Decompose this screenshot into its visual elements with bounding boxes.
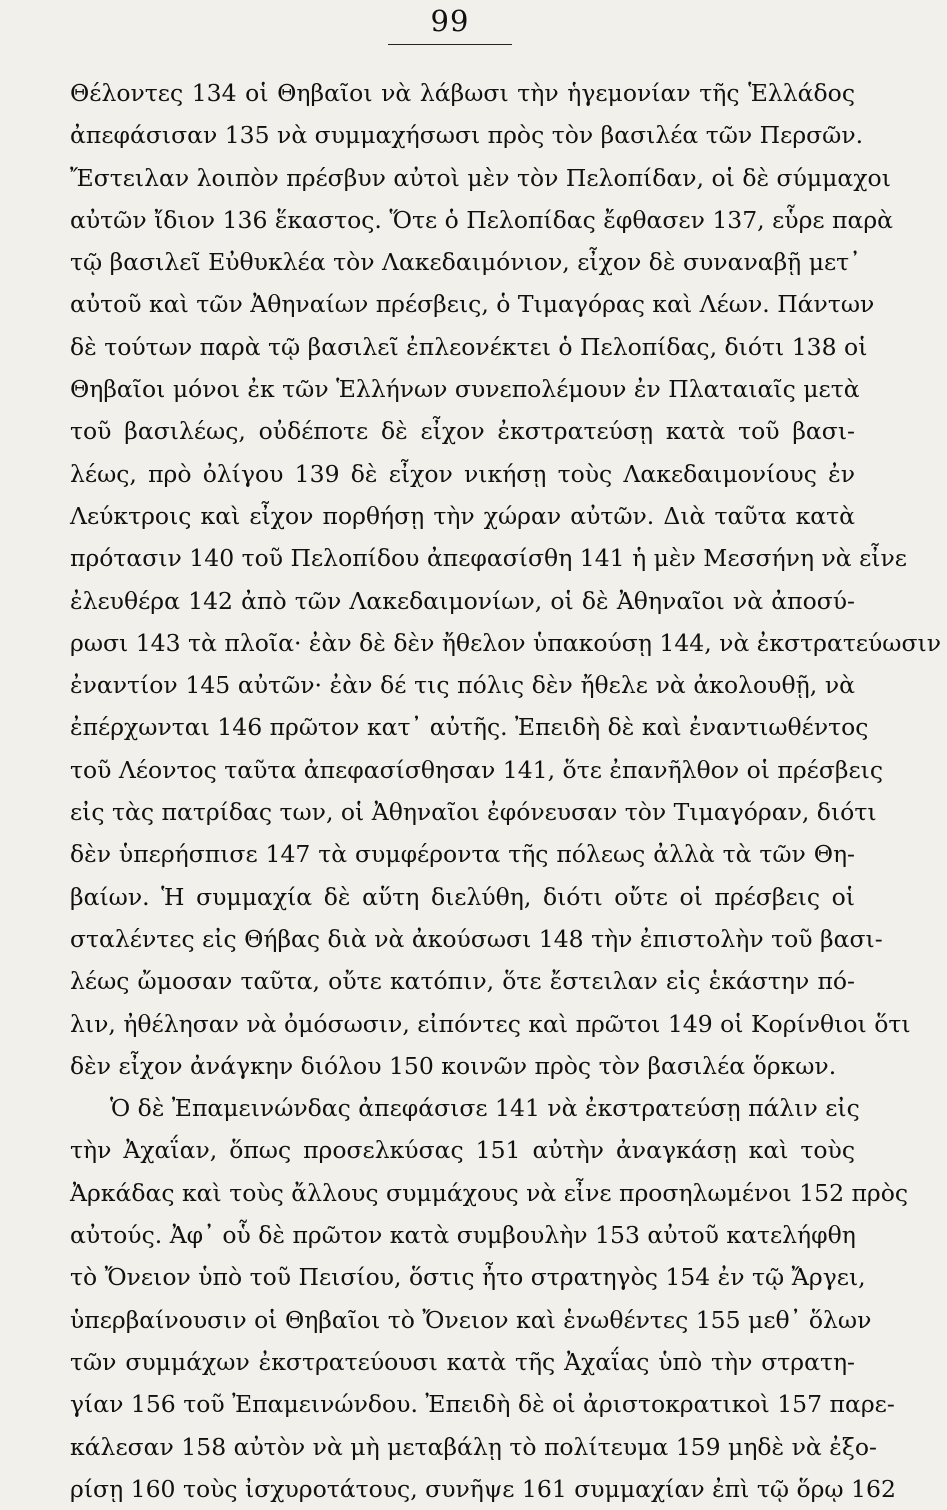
text-line: Ὁ δὲ Ἐπαμεινώνδας ἀπεφάσισε 141 νὰ ἐκστρατεύσῃ πάλιν εἰς bbox=[110, 1094, 860, 1123]
text-line: Θηβαῖοι μόνοι ἐκ τῶν Ἑλλήνων συνεπολέμουν ἐν Πλαταιαῖς μετὰ bbox=[70, 375, 860, 404]
text-line: ὑπερβαίνουσιν οἱ Θηβαῖοι τὸ Ὄνειον καὶ ἑνωθέντες 155 μεθ᾽ ὅλων bbox=[70, 1305, 872, 1334]
text-line: τῶν συμμάχων ἐκστρατεύουσι κατὰ τῆς Ἀχαΐας ὑπὸ τὴν στρατη- bbox=[70, 1347, 855, 1376]
text-line: δὲν ὑπερήσπισε 147 τὰ συμφέροντα τῆς πόλεως ἀλλὰ τὰ τῶν Θη- bbox=[70, 840, 855, 869]
text-line: ρίσῃ 160 τοὺς ἰσχυροτάτους, συνῆψε 161 συμμαχίαν ἐπὶ τῷ ὅρῳ 162 bbox=[70, 1474, 896, 1503]
page-number: 99 bbox=[430, 4, 470, 38]
text-line: ἐναντίον 145 αὐτῶν· ἐὰν δέ τις πόλις δὲν ἤθελε νὰ ἀκολουθῇ, νὰ bbox=[70, 671, 855, 700]
text-line: σταλέντες εἰς Θήβας διὰ νὰ ἀκούσωσι 148 τὴν ἐπιστολὴν τοῦ βασι- bbox=[70, 924, 883, 953]
text-line: τοῦ βασιλέως, οὐδέποτε δὲ εἶχον ἐκστρατεύσῃ κατὰ τοῦ βασι- bbox=[70, 417, 855, 446]
text-line: ρωσι 143 τὰ πλοῖα· ἐὰν δὲ δὲν ἤθελον ὑπακούσῃ 144, νὰ ἐκστρατεύωσιν bbox=[70, 628, 941, 657]
text-line: λιν, ἠθέλησαν νὰ ὀμόσωσιν, εἰπόντες καὶ πρῶτοι 149 οἱ Κορίνθιοι ὅτι bbox=[70, 1009, 911, 1038]
text-line: κάλεσαν 158 αὐτὸν νὰ μὴ μεταβάλῃ τὸ πολίτευμα 159 μηδὲ νὰ ἐξο- bbox=[70, 1432, 877, 1461]
body-text bbox=[70, 72, 941, 1510]
text-line: αὐτούς. Ἀφ᾽ οὗ δὲ πρῶτον κατὰ συμβουλὴν 153 αὐτοῦ κατελήφθη bbox=[70, 1221, 856, 1250]
text-line: Ἔστειλαν λοιπὸν πρέσβυν αὐτοὶ μὲν τὸν Πελοπίδαν, οἱ δὲ σύμμαχοι bbox=[70, 163, 891, 192]
text-line: αὐτῶν ἴδιον 136 ἕκαστος. Ὅτε ὁ Πελοπίδας ἔφθασεν 137, εὗρε παρὰ bbox=[70, 205, 894, 234]
text-line: εἰς τὰς πατρίδας των, οἱ Ἀθηναῖοι ἐφόνευσαν τὸν Τιμαγόραν, διότι bbox=[70, 798, 877, 827]
header-rule bbox=[388, 44, 512, 45]
text-line: ἀπεφάσισαν 135 νὰ συμμαχήσωσι πρὸς τὸν βασιλέα τῶν Περσῶν. bbox=[70, 121, 864, 150]
text-line: τὸ Ὄνειον ὑπὸ τοῦ Πεισίου, ὅστις ἦτο στρατηγὸς 154 ἐν τῷ Ἄργει, bbox=[70, 1263, 866, 1292]
text-line: ἐπέρχωνται 146 πρῶτον κατ᾽ αὐτῆς. Ἐπειδὴ δὲ καὶ ἐναντιωθέντος bbox=[70, 713, 869, 742]
text-line: τοῦ Λέοντος ταῦτα ἀπεφασίσθησαν 141, ὅτε ἐπανῆλθον οἱ πρέσβεις bbox=[70, 755, 884, 784]
text-line: δὲ τούτων παρὰ τῷ βασιλεῖ ἐπλεονέκτει ὁ Πελοπίδας, διότι 138 οἱ bbox=[70, 332, 868, 361]
text-line: τῷ βασιλεῖ Εὐθυκλέα τὸν Λακεδαιμόνιον, εἶχον δὲ συναναβῇ μετ᾽ bbox=[70, 248, 861, 277]
text-line: Λεύκτροις καὶ εἶχον πορθήσῃ τὴν χώραν αὐτῶν. Διὰ ταῦτα κατὰ bbox=[70, 501, 855, 530]
text-line: ἐλευθέρα 142 ἀπὸ τῶν Λακεδαιμονίων, οἱ δὲ Ἀθηναῖοι νὰ ἀποσύ- bbox=[70, 586, 855, 615]
text-line: αὐτοῦ καὶ τῶν Ἀθηναίων πρέσβεις, ὁ Τιμαγόρας καὶ Λέων. Πάντων bbox=[70, 290, 875, 319]
text-line: λέως, πρὸ ὀλίγου 139 δὲ εἶχον νικήσῃ τοὺς Λακεδαιμονίους ἐν bbox=[70, 459, 855, 488]
text-line: Ἀρκάδας καὶ τοὺς ἄλλους συμμάχους νὰ εἶνε προσηλωμένοι 152 πρὸς bbox=[70, 1178, 909, 1207]
text-line: πρότασιν 140 τοῦ Πελοπίδου ἀπεφασίσθη 141 ἡ μὲν Μεσσήνη νὰ εἶνε bbox=[70, 544, 907, 573]
text-line: τὴν Ἀχαΐαν, ὅπως προσελκύσας 151 αὐτὴν ἀναγκάσῃ καὶ τοὺς bbox=[70, 1136, 855, 1165]
text-line: λέως ὤμοσαν ταῦτα, οὔτε κατόπιν, ὅτε ἔστειλαν εἰς ἑκάστην πό- bbox=[70, 967, 855, 996]
text-line: Θέλοντες 134 οἱ Θηβαῖοι νὰ λάβωσι τὴν ἡγεμονίαν τῆς Ἑλλάδος bbox=[70, 79, 855, 107]
text-line: γίαν 156 τοῦ Ἐπαμεινώνδου. Ἐπειδὴ δὲ οἱ ἀριστοκρατικοὶ 157 παρε- bbox=[70, 1390, 895, 1419]
text-line: βαίων. Ἡ συμμαχία δὲ αὕτη διελύθη, διότι οὔτε οἱ πρέσβεις οἱ bbox=[70, 882, 855, 911]
text-line: δὲν εἶχον ἀνάγκην διόλου 150 κοινῶν πρὸς τὸν βασιλέα ὅρκων. bbox=[70, 1051, 837, 1080]
